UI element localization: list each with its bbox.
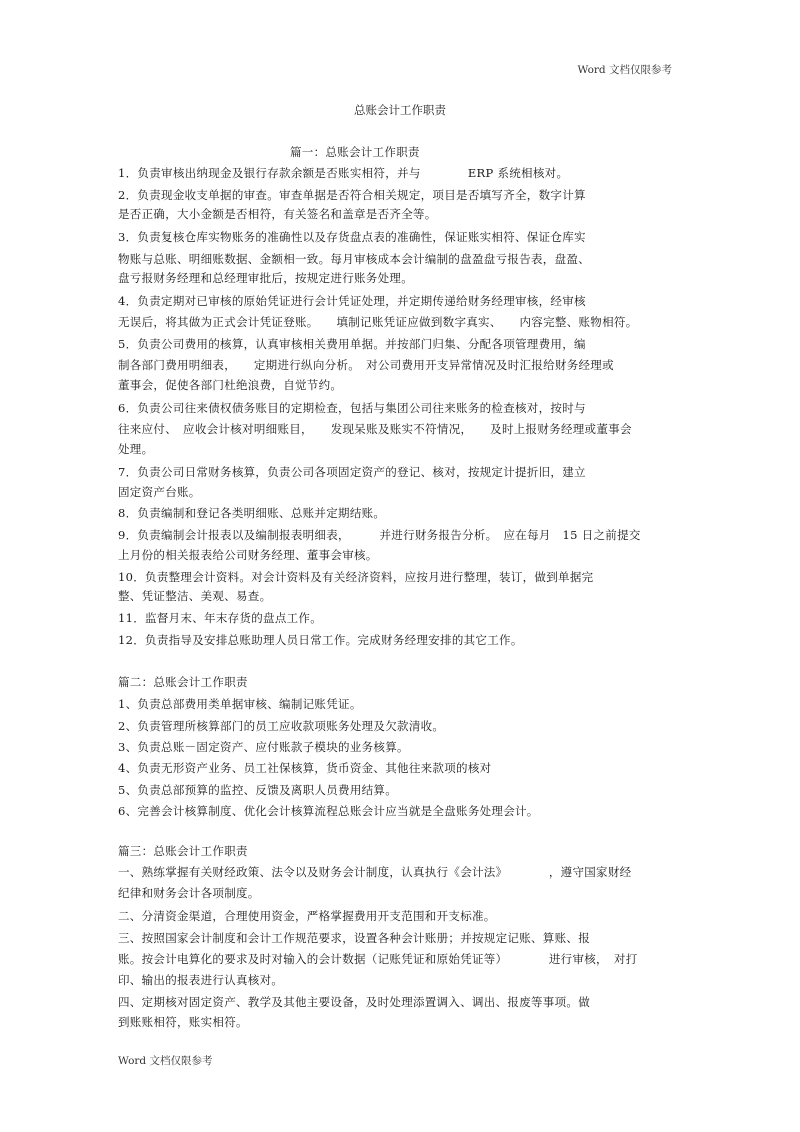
- text-line: 9．负责编制会计报表以及编制报表明细表， 并进行财务报告分析。 应在每月 15 日之前提交: [118, 528, 641, 542]
- text-line: 1、负责总部费用类单据审核、编制记账凭证。: [118, 697, 362, 711]
- text-line: 纪律和财务会计各项制度。: [118, 886, 260, 900]
- section-heading: 篇一：总账会计工作职责: [290, 145, 420, 159]
- text-line: 4．负责定期对已审核的原始凭证进行会计凭证处理，并定期传递给财务经理审核，经审核: [118, 294, 586, 308]
- text-line: 上月份的相关报表给公司财务经理、董事会审核。: [118, 548, 378, 562]
- section-heading: 篇二：总账会计工作职责: [118, 675, 248, 689]
- text-line: 3．负责复核仓库实物账务的准确性以及存货盘点表的准确性，保证账实相符、保证仓库实: [118, 230, 586, 244]
- text-line: 盘亏报财务经理和总经理审批后，按规定进行账务处理。: [118, 271, 413, 285]
- text-line: 6、完善会计核算制度、优化会计核算流程总账会计应当就是全盘账务处理会计。: [118, 804, 539, 818]
- text-line: 账。按会计电算化的要求及时对输入的会计数据（记账凭证和原始凭证等） 进行审核， 对打: [118, 952, 638, 966]
- text-line: 处理。: [118, 442, 154, 456]
- text-line: 10．负责整理会计资料。对会计资料及有关经济资料，应按月进行整理，装订，做到单据完: [118, 570, 594, 584]
- text-line: 4、负责无形资产业务、员工社保核算，货币资金、其他往来款项的核对: [118, 761, 492, 775]
- text-line: 制各部门费用明细表， 定期进行纵向分析。 对公司费用开支异常情况及时汇报给财务经理或: [118, 358, 614, 372]
- text-line: 三、按照国家会计制度和会计工作规范要求，设置各种会计账册；并按规定记账、算账、报: [118, 931, 590, 945]
- text-line: 8．负责编制和登记各类明细账、总账并定期结账。: [118, 506, 386, 520]
- section-heading: 篇三：总账会计工作职责: [118, 844, 248, 858]
- text-line: 物账与总账、明细账数据、金额相一致。每月审核成本会计编制的盘盈盘亏报告表，盘盈、: [118, 252, 590, 266]
- text-line: 3、负责总账－固定资产、应付账款子模块的业务核算。: [118, 740, 409, 754]
- text-line: 2、负责管理所核算部门的员工应收款项账务处理及欠款清收。: [118, 719, 445, 733]
- text-line: 是否正确，大小金额是否相符，有关签名和盖章是否齐全等。: [118, 207, 437, 221]
- text-line: 一、熟练掌握有关财经政策、法令以及财务会计制度，认真执行《会计法》 ，遵守国家财经: [118, 865, 632, 879]
- text-line: 整、凭证整洁、美观、易查。: [118, 589, 272, 603]
- document-title: 总账会计工作职责: [354, 103, 446, 117]
- text-line: 印、输出的报表进行认真核对。: [118, 973, 284, 987]
- text-line: 11．监督月末、年末存货的盘点工作。: [118, 611, 323, 625]
- text-line: 无误后，将其做为正式会计凭证登账。 填制记账凭证应做到数字真实、 内容完整、账物相符。: [118, 315, 638, 329]
- text-line: 四、定期核对固定资产、教学及其他主要设备，及时处理添置调入、调出、报废等事项。做: [118, 995, 590, 1009]
- text-line: 二、分清资金渠道，合理使用资金，严格掌握费用开支范围和开支标准。: [118, 909, 496, 923]
- page-header: Word 文档仅限参考: [577, 64, 672, 76]
- text-line: 固定资产台账。: [118, 485, 201, 499]
- text-line: 到账账相符，账实相符。: [118, 1015, 248, 1029]
- text-line: 1．负责审核出纳现金及银行存款余额是否账实相符，并与 ERP 系统相核对。: [118, 166, 569, 180]
- text-line: 7．负责公司日常财务核算，负责公司各项固定资产的登记、核对，按规定计提折旧，建立: [118, 465, 586, 479]
- text-line: 5、负责总部预算的监控、反馈及离职人员费用结算。: [118, 783, 398, 797]
- text-line: 往来应付、 应收会计核对明细账目， 发现呆账及账实不符情况， 及时上报财务经理或董事会: [118, 422, 632, 436]
- text-line: 2．负责现金收支单据的审查。审查单据是否符合相关规定，项目是否填写齐全，数字计算: [118, 188, 586, 202]
- page-footer: Word 文档仅限参考: [118, 1055, 213, 1067]
- text-line: 5．负责公司费用的核算，认真审核相关费用单据。并按部门归集、分配各项管理费用，编: [118, 337, 586, 351]
- text-line: 12．负责指导及安排总账助理人员日常工作。完成财务经理安排的其它工作。: [118, 633, 523, 647]
- text-line: 6．负责公司往来债权债务账目的定期检查，包括与集团公司往来账务的检查核对，按时与: [118, 401, 586, 415]
- text-line: 董事会，促使各部门杜绝浪费，自觉节约。: [118, 378, 343, 392]
